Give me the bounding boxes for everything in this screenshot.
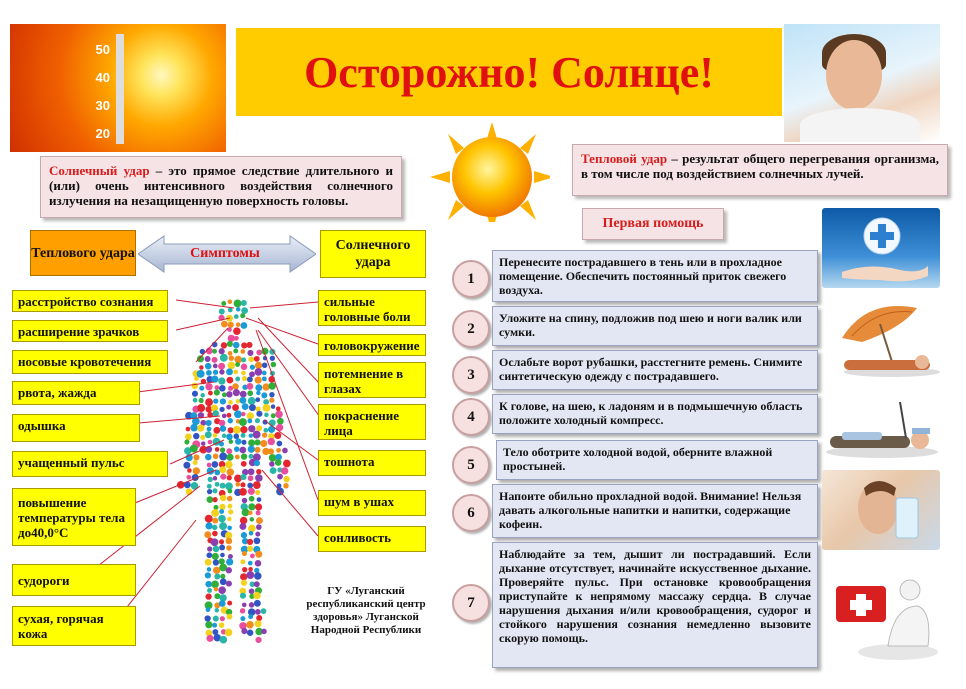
heat-symptom-item: рвота, жажда — [12, 381, 140, 405]
heat-symptom-item: расширение зрачков — [12, 320, 168, 342]
thermo-tick: 40 — [95, 70, 110, 85]
sun-symptom-item: головокружение — [318, 334, 426, 356]
thermo-tick: 30 — [95, 98, 110, 113]
heat-symptom-item: судороги — [12, 564, 136, 596]
sun-symptom-item: сонливость — [318, 526, 426, 552]
sun-symptom-item: тошнота — [318, 450, 426, 476]
first-aid-step: К голове, на шею, к ладоням и в подмышечную область положите холодный компресс. — [492, 394, 818, 434]
sunstroke-term: Солнечный удар — [49, 163, 150, 178]
person-with-compress-illustration — [822, 402, 942, 462]
heatstroke-term: Тепловой удар — [581, 151, 668, 166]
sunstroke-text: – это прямое следствие длительного и (или) очень интенсивного воздействия солнечного излучения на незащищенную поверхность головы. — [49, 163, 393, 208]
first-aid-step: Напоите обильно прохладной водой. Внимание! Нельзя давать алкогольные напитки и напитки, содержащие кофеин. — [492, 484, 818, 538]
water-glass-icon — [850, 478, 930, 546]
step-number: 2 — [452, 310, 490, 348]
heat-symptom-item: одышка — [12, 414, 140, 442]
sun-symptom-item: шум в ушах — [318, 490, 426, 516]
heatstroke-text: – результат общего перегревания организма, в том числе под воздействием солнечных лучей. — [581, 151, 939, 181]
heat-symptom-item: сухая, горячая кожа — [12, 606, 136, 646]
thermo-tick: 50 — [95, 42, 110, 57]
heatstroke-header: Теплового удара — [30, 230, 136, 276]
organization-credit: ГУ «Луганский республиканский центр здоровья» Луганской Народной Республики — [306, 585, 426, 636]
heat-symptom-item: расстройство сознания — [12, 290, 168, 312]
symptoms-label: Симптомы — [190, 246, 260, 261]
sun-symptom-item: сильные головные боли — [318, 290, 426, 326]
step-number: 6 — [452, 494, 490, 532]
sunstroke-header: Солнечного удара — [320, 230, 426, 278]
heat-symptom-item: носовые кровотечения — [12, 350, 168, 374]
first-aid-step: Перенесите пострадавшего в тень или в прохладное помещение. Обеспечить постоянный приток свежего воздуха. — [492, 250, 818, 302]
thermo-tick: 20 — [95, 126, 110, 141]
first-aid-step: Ослабьте ворот рубашки, расстегните ремень. Снимите синтетическую одежду с пострадавшего. — [492, 350, 818, 390]
medical-cross-icon — [862, 216, 902, 256]
step-number: 4 — [452, 398, 490, 436]
open-hand-icon — [840, 258, 930, 284]
page-title: Осторожно! Солнце! — [236, 28, 782, 116]
first-aid-header: Первая помощь — [582, 208, 724, 240]
step-number: 1 — [452, 260, 490, 298]
step-number: 7 — [452, 584, 490, 622]
first-aid-kit-illustration — [828, 566, 940, 662]
first-aid-step: Наблюдайте за тем, дышит ли пострадавший. Если дыхание отсутствует, начинайте искусственное дыхание. Проверяйте пульс. При остановке кровообращения приступайте к непрямому массажу сердца. В случае нарушения дыхания и/или кровообращения, судорог и стойкого нарушения сознания немедленно вызовите скорую помощь. — [492, 542, 818, 668]
sun-symptom-item: потемнение в глазах — [318, 362, 426, 398]
sun-symptom-item: покраснение лица — [318, 404, 426, 440]
heat-symptom-item: повышение температуры тела до40,0°С — [12, 488, 136, 546]
heat-symptom-item: учащенный пульс — [12, 451, 168, 477]
first-aid-step: Тело оботрите холодной водой, оберните влажной простыней. — [496, 440, 818, 480]
step-number: 5 — [452, 446, 490, 484]
person-under-umbrella-illustration — [822, 298, 942, 382]
step-number: 3 — [452, 356, 490, 394]
first-aid-step: Уложите на спину, подложив под шею и ноги валик или сумки. — [492, 306, 818, 346]
